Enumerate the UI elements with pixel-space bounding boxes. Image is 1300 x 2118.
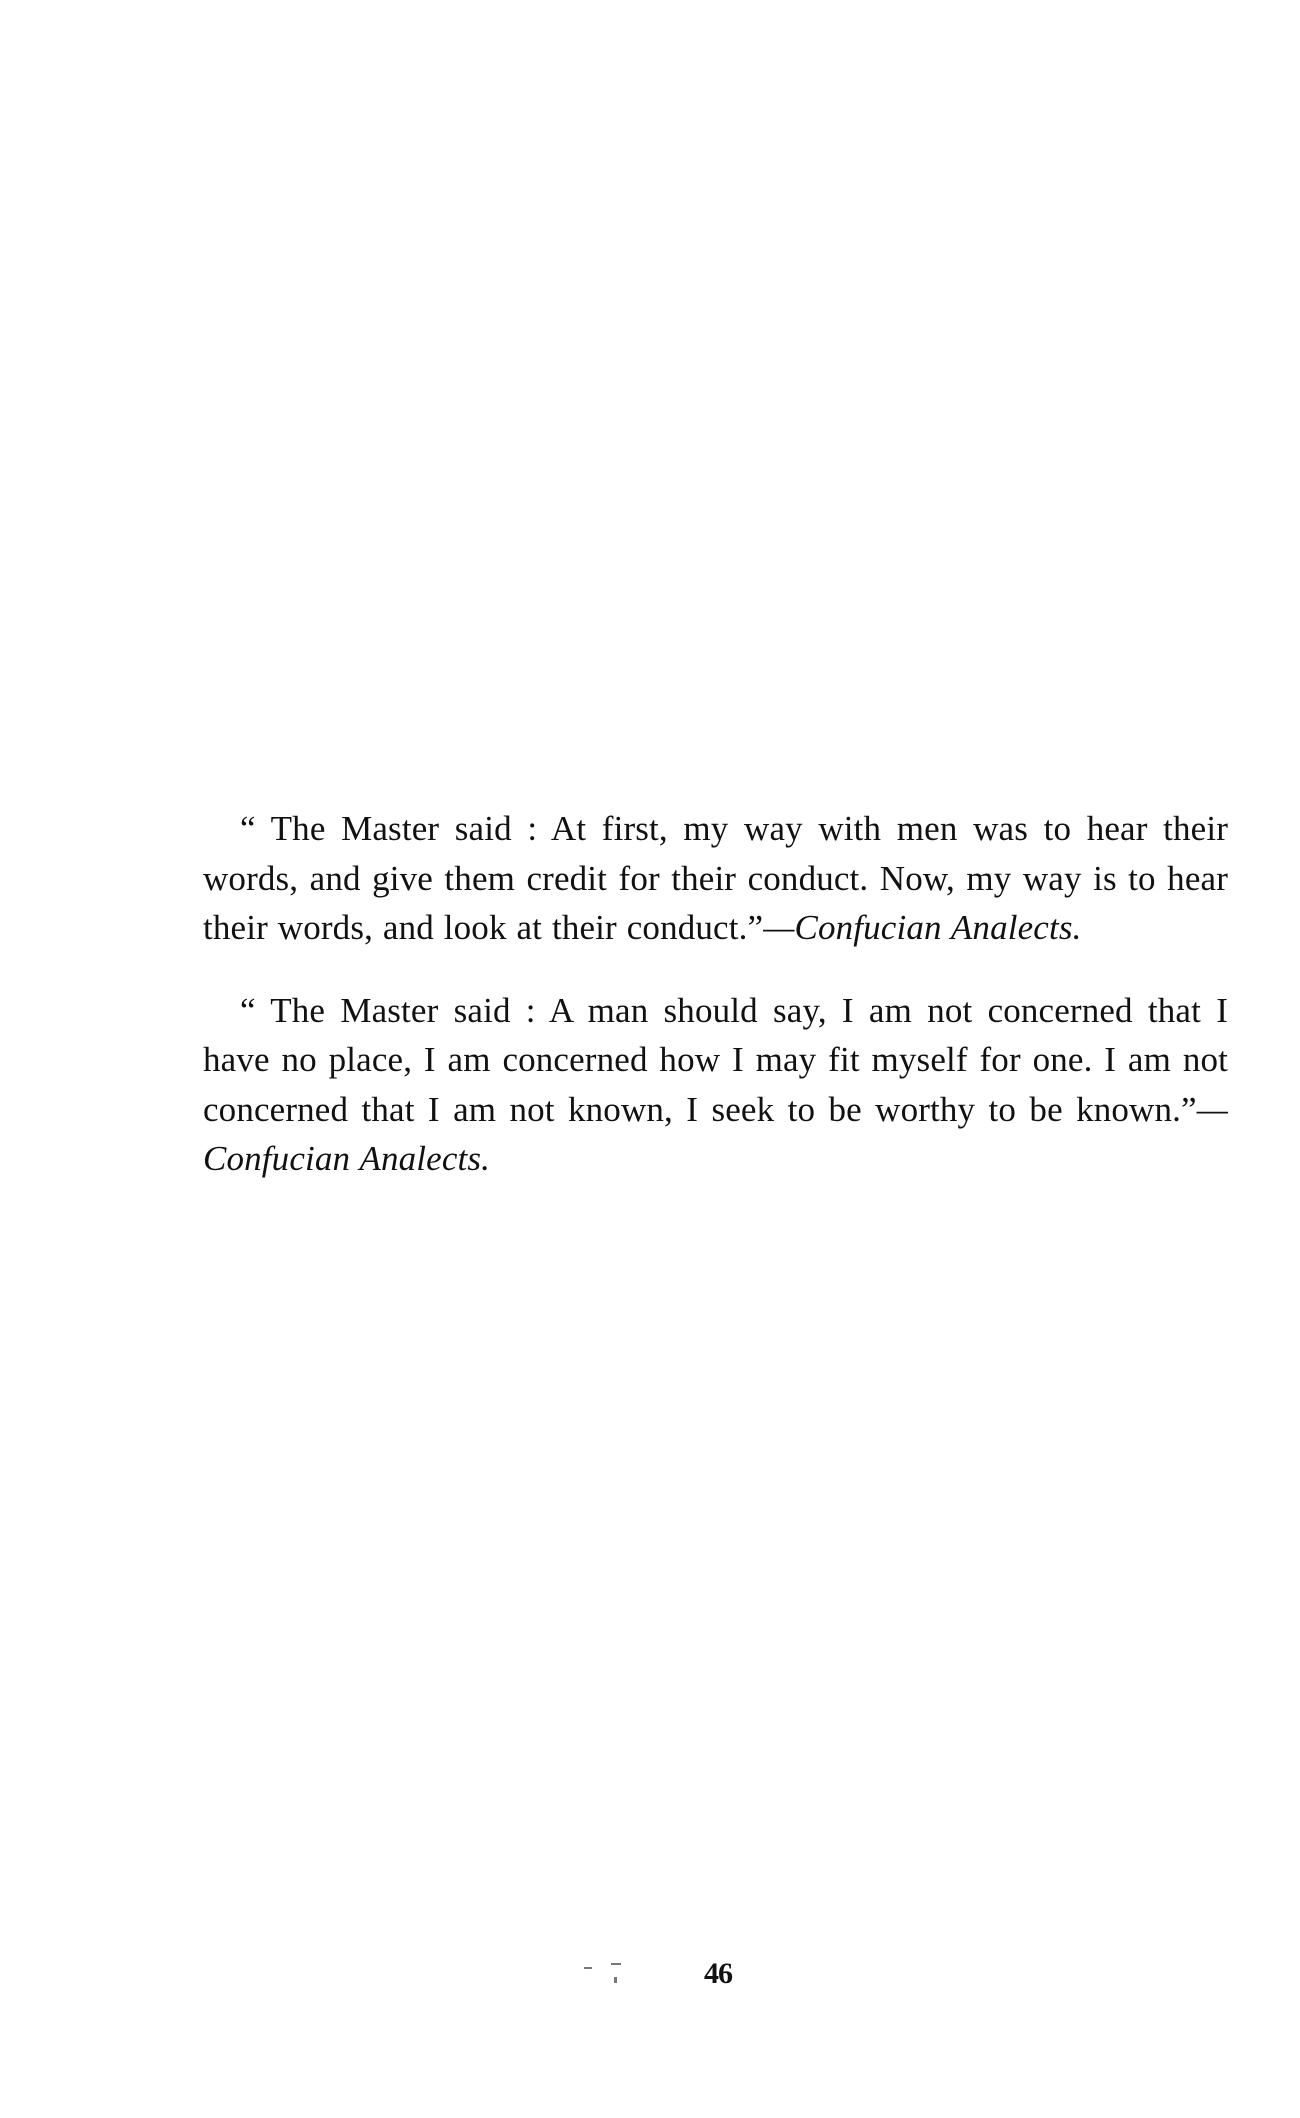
quotation-text-2: “ The Master said : A man should say, I am not concerned that I have no place, I am concerned how I may fit myself for one. I am not concerned that I am not known, I seek to be worthy to be known.” <box>203 990 1228 1129</box>
scan-speck <box>611 1963 621 1965</box>
quotation-text-1: “ The Master said : At first, my way with men was to hear their words, and give them credit for their conduct. Now, my way is to hear their words, and look at their conduct.” <box>203 809 1228 947</box>
quotation-block <box>203 804 1228 1184</box>
quotation-paragraph-1 <box>203 804 1228 953</box>
quotation-source-2: —Confucian Analects. <box>203 1089 1228 1178</box>
quotation-paragraph-2 <box>203 986 1228 1184</box>
scan-speck <box>584 1967 592 1969</box>
quotation-source-1: —Confucian Analects. <box>763 908 1082 947</box>
scan-speck <box>614 1977 617 1983</box>
page-number: 46 <box>704 1957 732 1990</box>
